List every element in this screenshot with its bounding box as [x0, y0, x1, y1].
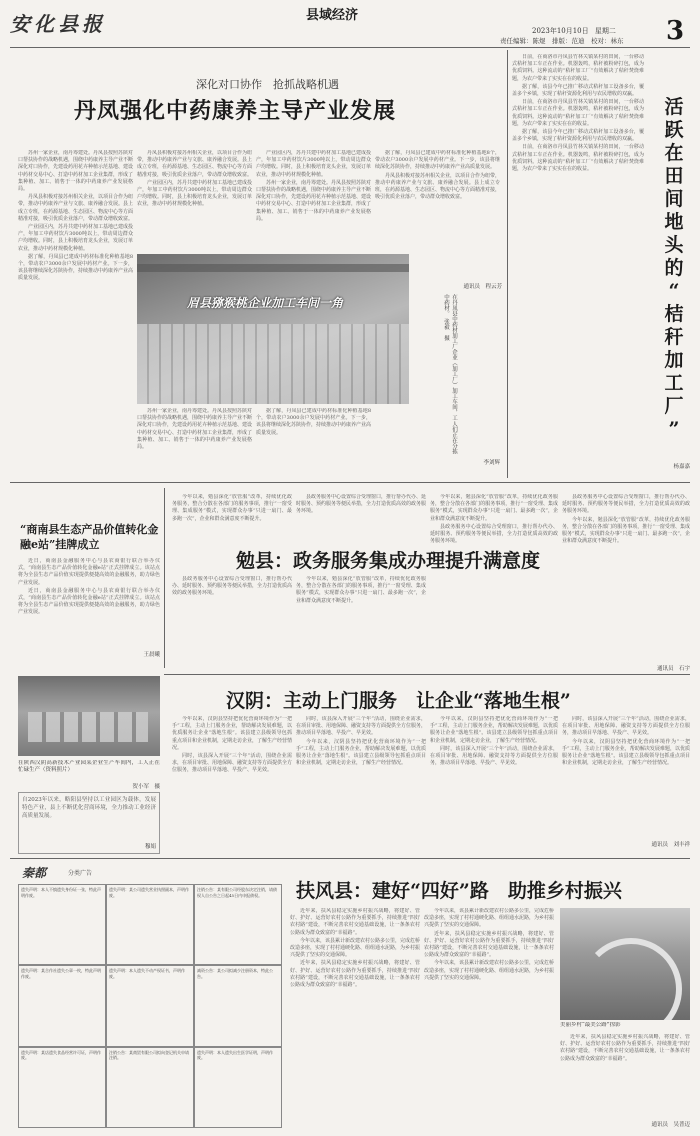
section-rule-2: [164, 674, 690, 675]
story5-col2-p3: 今年以来，该县累计新改建农村公路多公里，完成危桥改造多座，实现了村村通硬化路、组组通水泥路，为乡村振兴提供了坚实的交通保障。: [424, 960, 554, 981]
story5-col2: [424, 908, 554, 1130]
sidebar-text-p4: 据了解，该县今年已推广移动式秸秆加工设备多台，覆盖多个乡镇，实现了秸秆资源化利用与农民增收的双赢。: [512, 129, 644, 143]
story3-byline: 通讯员 石宇: [656, 666, 690, 672]
story4-col1-p2: 同时，该县深入开展“三个年”活动，围绕企业需求，在项目审批、用地保障、融资支持等方面提供全方位服务，推动项目早落地、早投产、早见效。: [172, 753, 292, 774]
sidebar-headline-char: “: [668, 280, 680, 302]
story5-col2-p2: 近年来，扶风县稳定实施乡村振兴战略，将建好、管好、护好、运营好农村公路作为重要抓手，持续推进“四好农村路”建设，不断完善农村交通基础设施，让一条条农村公路成为群众致富的“幸福路”。: [424, 930, 554, 959]
story4-col4-p2: 今年以来，汉阴县坚持把优化营商环境作为“一把手”工程，主动上门服务企业，帮助解决发展难题，以优质服务让企业“落地生根”。该县建立县级领导包抓重点项目和企业机制，定期走访企业，了解生产经营情况。: [562, 738, 690, 767]
masthead: [0, 0, 700, 44]
classified-ad: 注销公告：某商贸有限公司拟向登记机关申请注销。: [106, 1047, 194, 1128]
sidebar-headline-char: 的: [664, 257, 684, 279]
paper-name: 安化县报: [10, 12, 106, 36]
story5-col1: [290, 908, 420, 1130]
story1-col4-text2: 丹凤县积极对接苏州相关企业，以项目合作为纽带，推动中药康养产业与文旅、康养融合发展。县上成立专班，在药源基地、生态园区、物流中心等方面精准对接，吸引优质企业落户，带动群众增收致富。: [375, 172, 500, 201]
story4-col2: [296, 716, 426, 846]
story3-col1-p: 今年以来，勉县深化“放管服”改革，持续优化政务服务，整合分散在各部门的服务事项，推行“一窗受理、集成服务”模式，实现群众办事“只进一扇门、最多跑一次”，企业和群众满意度不断提升。: [172, 494, 292, 522]
story3-col6: [296, 576, 426, 668]
page-number: 3: [666, 16, 685, 46]
story4-col2-p2: 今年以来，汉阴县坚持把优化营商环境作为“一把手”工程，主动上门服务企业，帮助解决发展难题，以优质服务让企业“落地生根”。该县建立县级领导包抓重点项目和企业机制，定期走访企业，了解生产经营情况。: [296, 738, 426, 767]
story1-col2: [137, 150, 252, 250]
story4-inset-byline: 穆娟: [144, 844, 156, 850]
sidebar-headline-char: ”: [668, 418, 680, 440]
story4-photo-credit: 贺小军 摄: [132, 784, 160, 790]
story4-col4: [562, 716, 690, 838]
story2-text-p2: 近日，商南县金融服务中心与县农商银行联合举办仪式，“商南县生态产品价值转化金融e站”正式挂牌成立。该站点将为全县生态产品价值实现提供便捷高效的金融服务，助力绿色产业发展。: [18, 587, 160, 616]
story1-col1-text3: 产业园区内，苏丹共建中药材加工基地已建成投产，年加工中药材饮片3000吨以上，带动周边群众户均增收。同时，县上积极培育龙头企业，发展订单农业，推动中药材规模化种植。: [18, 224, 133, 252]
story4-photo-caption: 在陕西汉阴高新技术产业园某企业生产车间内，工人正在忙碌生产（资料照片）: [18, 760, 160, 774]
sidebar-headline-char: 头: [664, 234, 684, 256]
classifieds-title: 分类广告: [68, 870, 93, 877]
story4-col3-p2: 同时，该县深入开展“三个年”活动，围绕企业需求，在项目审批、用地保障、融资支持等方面提供全方位服务，推动项目早落地、早投产、早见效。: [430, 745, 558, 767]
classified-ad: 遗失声明：本人遗失不动产权证书，声明作废。: [106, 965, 194, 1046]
story1-lower-text: 据了解，丹凤县已建成中药材标准化种植基地8个，带动农户3000余户发展中药材产业。下一步，该县将继续深化苏陕协作，持续推动中药康养产业高质量发展。: [256, 408, 371, 436]
story4-col4-p1: 同时，该县深入开展“三个年”活动，围绕企业需求，在项目审批、用地保障、融资支持等方面提供全方位服务，推动项目早落地、早投产、早见效。: [562, 716, 690, 737]
classified-ad: 遗失声明：某合作社遗失公章一枚，特此声明作废。: [18, 965, 106, 1046]
workshop-machines: [28, 712, 148, 742]
classified-ad: 注销公告：某有限公司经股东决定注销，请债权人自公告之日起45日内申报债权。: [194, 884, 282, 965]
sidebar-headline-char: 田: [664, 165, 684, 187]
story1-photo: [137, 254, 409, 404]
story1-photo-caption: 眉县猕猴桃企业加工车间一角: [187, 296, 344, 310]
sidebar-headline-char: 地: [664, 211, 684, 233]
story1-byline: 通讯员 程云芳: [463, 284, 502, 290]
story5-photo-caption: 美丽乡村“最美公路”掠影: [560, 1022, 621, 1028]
classified-ad: 遗失声明：本人不慎遗失身份证一张，特此声明作废。: [18, 884, 106, 965]
classifieds-logo: 秦都: [22, 866, 47, 880]
story3-col3-p1: 今年以来，勉县深化“放管服”改革，持续优化政务服务，整合分散在各部门的服务事项，推行“一窗受理、集成服务”模式，实现群众办事“只进一扇门、最多跑一次”，企业和群众满意度不断提升。: [430, 494, 558, 522]
story3-col4: [562, 494, 690, 662]
story1-lower-text2: 苏州一家企业，南丹筹建处。丹凤县按照苏陕对口帮扶协作的战略机遇，围绕中药康养主导产业不断深化对口协作，先建设药用花卉种植示范基地、建设中药材交易中心、打造中药材加工企业集群，形成了集种植、加工、销售于一体的中药康养产业发展格局。: [137, 408, 252, 451]
story3-headline: 勉县：政务服务集成办理提升满意度: [236, 550, 541, 572]
story3-col6-p: 今年以来，勉县深化“放管服”改革，持续优化政务服务，整合分散在各部门的服务事项，推行“一窗受理、集成服务”模式，实现群众办事“只进一扇门、最多跑一次”，企业和群众满意度不断提升。: [296, 576, 426, 604]
sidebar-text-p2: 据了解，该县今年已推广移动式秸秆加工设备多台，覆盖多个乡镇，实现了秸秆资源化利用与农民增收的双赢。: [512, 83, 644, 98]
story2-headline: [20, 522, 160, 552]
story5-col3-p1: 近年来，扶风县稳定实施乡村振兴战略，将建好、管好、护好、运营好农村公路作为重要抓手，持续推进“四好农村路”建设，不断完善农村交通基础设施，让一条条农村公路成为群众致富的“幸福路”。: [560, 1034, 690, 1062]
story5-col1-p2: 今年以来，该县累计新改建农村公路多公里，完成危桥改造多座，实现了村村通硬化路、组组通水泥路，为乡村振兴提供了坚实的交通保障。: [290, 937, 420, 959]
story1-col1-text2: 丹凤县积极对接苏州相关企业，以项目合作为纽带，推动中药康养产业与文旅、康养融合发展。县上成立专班，在药源基地、生态园区、物流中心等方面精准对接，吸引优质企业落户，带动群众增收致富。: [18, 194, 133, 222]
story5-byline: 通讯员 吴普迈: [651, 1122, 690, 1128]
sidebar-text-p5: 日前，在商洛市丹凤县竹林关镇某村的田间，一台移动式秸秆加工车正在作业。机器轰鸣，秸秆被粉碎打包，成为优质饲料。这种流动的“秸秆加工厂”有效解决了秸秆焚烧难题，为农户带来了实实在在的收益。: [512, 144, 644, 173]
sidebar-text: [512, 54, 644, 464]
story4-col3-p1: 今年以来，汉阴县坚持把优化营商环境作为“一把手”工程，主动上门服务企业，帮助解决发展难题，以优质服务让企业“落地生根”。该县建立县级领导包抓重点项目和企业机制，定期走访企业，了解生产经营情况。: [430, 716, 558, 744]
sidebar-headline-char: 间: [664, 188, 684, 210]
classifieds-grid: [18, 884, 282, 1128]
story4-photo: [18, 676, 160, 756]
sidebar-headline-char: 在: [664, 142, 684, 164]
story2-text: [18, 558, 160, 650]
classifieds: [18, 862, 282, 1130]
story3-col2-p: 县政务服务中心设置综合受理窗口，推行帮办代办、延时服务、预约服务等便民举措，全力打造优质高效的政务服务环境。: [296, 494, 426, 515]
story1-col3-text2: 苏州一家企业，南丹筹建处。丹凤县按照苏陕对口帮扶协作的战略机遇，围绕中药康养主导产业不断深化对口协作，先建设药用花卉种植示范基地、建设中药材交易中心、打造中药材加工企业集群，形成了集种植、加工、销售于一体的中药康养产业发展格局。: [256, 179, 371, 222]
masthead-date: [532, 26, 616, 36]
section-rule-1: [10, 482, 690, 483]
story2-divider: [164, 488, 165, 668]
sidebar-text-p3: 日前，在商洛市丹凤县竹林关镇某村的田间，一台移动式秸秆加工车正在作业。机器轰鸣，秸秆被粉碎打包，成为优质饲料。这种流动的“秸秆加工厂”有效解决了秸秆焚烧难题，为农户带来了实实在在的收益。: [512, 99, 644, 127]
masthead-editors: 责任编辑：陈煜 排版：范迪 校对：林东: [500, 37, 624, 45]
sidebar-divider: [507, 50, 508, 478]
section-title: 县域经济: [306, 8, 359, 23]
story1-lower-col2: [137, 408, 252, 474]
story1-col1-text4: 据了解，丹凤县已建成中药材标准化种植基地8个，带动农户3000余户发展中药材产业。下一步，该县将继续深化苏陕协作，持续推动中药康养产业高质量发展。: [18, 253, 133, 282]
story4-col1-p1: 今年以来，汉阴县坚持把优化营商环境作为“一把手”工程，主动上门服务企业，帮助解决发展难题，以优质服务让企业“落地生根”。该县建立县级领导包抓重点项目和企业机制，定期走访企业，了解生产经营情况。: [172, 716, 292, 751]
road-curve: [580, 938, 682, 1020]
issue-date: 2023年10月10日: [532, 27, 589, 35]
story1-col2-text2: 产业园区内，苏丹共建中药材加工基地已建成投产，年加工中药材饮片3000吨以上，带动周边群众户均增收。同时，县上积极培育龙头企业，发展订单农业，推动中药材规模化种植。: [137, 179, 252, 208]
classified-ad: 遗失声明：某店遗失食品经营许可证，声明作废。: [18, 1047, 106, 1128]
story1-kicker: 深化对口协作 抢抓战略机遇: [196, 78, 339, 91]
story1-photo-side-caption: 在丹凤县中药材加工厂企业（加工厂）加工车间，工人们正在分拣中药材。 张毅 摄: [443, 294, 457, 454]
story3-col3-p2: 县政务服务中心设置综合受理窗口，推行帮办代办、延时服务、预约服务等便民举措，全力打造优质高效的政务服务环境。: [430, 523, 558, 545]
story3-col1: [172, 494, 292, 540]
sidebar-headline-char: 桔: [664, 303, 684, 325]
sidebar-text-p1: 日前，在商洛市丹凤县竹林关镇某村的田间，一台移动式秸秆加工车正在作业。机器轰鸣，秸秆被粉碎打包，成为优质饲料。这种流动的“秸秆加工厂”有效解决了秸秆焚烧难题，为农户带来了实实在在的收益。: [512, 54, 644, 82]
sidebar-headline-char: 加: [664, 349, 684, 371]
section-rule-3: [10, 858, 690, 859]
masthead-rule: [10, 47, 690, 48]
factory-floor: [137, 324, 409, 404]
story1-col1-text: 苏州一家企业，南丹筹建处。丹凤县按照苏陕对口帮扶协作的战略机遇，围绕中药康养主导产业不断深化对口协作，先建设药用花卉种植示范基地、建设中药材交易中心、打造中药材加工企业集群，形成了集种植、加工、销售于一体的中药康养产业发展格局。: [18, 150, 133, 193]
story3-col2: [296, 494, 426, 540]
story4-byline: 通讯员 刘丰祥: [651, 842, 690, 848]
story4-inset: [18, 792, 160, 854]
story1-col3: [256, 150, 371, 250]
story4-headline: 汉阴：主动上门服务 让企业“落地生根”: [226, 690, 571, 712]
story1-byline2: 李刘辉: [483, 460, 500, 466]
sidebar-byline: 杨嘉嘉: [673, 464, 690, 470]
factory-beam: [137, 264, 409, 272]
sidebar-headline-char: 秆: [664, 326, 684, 348]
story3-col4-p1: 县政务服务中心设置综合受理窗口，推行帮办代办、延时服务、预约服务等便民举措，全力打造优质高效的政务服务环境。: [562, 494, 690, 515]
story4-col3: [430, 716, 558, 846]
story2-byline: 王晨曦: [143, 652, 160, 658]
story5-col3: [560, 1034, 690, 1120]
story5-headline: 扶风县：建好“四好”路 助推乡村振兴: [296, 880, 622, 902]
classified-ad: 遗失声明：本人遗失出生医学证明，声明作废。: [194, 1047, 282, 1128]
story5-col2-p1: 今年以来，该县累计新改建农村公路多公里，完成危桥改造多座，实现了村村通硬化路、组组通水泥路，为乡村振兴提供了坚实的交通保障。: [424, 908, 554, 929]
story3-col5-p: 县政务服务中心设置综合受理窗口，推行帮办代办、延时服务、预约服务等便民举措，全力打造优质高效的政务服务环境。: [172, 576, 292, 597]
sidebar-headline-char: 活: [664, 96, 684, 118]
story3-col3: [430, 494, 558, 664]
story4-inset-text: 自2023年以来，略阳县坚持以工业园区为载体，发展特色产业，县上不断优化营商环境，全力推动工业经济高质量发展。: [22, 797, 156, 819]
story3-col5: [172, 576, 292, 668]
story1-col3-text: 产业园区内，苏丹共建中药材加工基地已建成投产，年加工中药材饮片3000吨以上，带动周边群众户均增收。同时，县上积极培育龙头企业，发展订单农业，推动中药材规模化种植。: [256, 150, 371, 178]
classified-ad: 减资公告：某公司拟减少注册资本，特此公告。: [194, 965, 282, 1046]
story5-col1-p3: 近年来，扶风县稳定实施乡村振兴战略，将建好、管好、护好、运营好农村公路作为重要抓手，持续推进“四好农村路”建设，不断完善农村交通基础设施，让一条条农村公路成为群众致富的“幸福路”。: [290, 960, 420, 989]
classified-ad: 遗失声明：某公司遗失营业执照副本，声明作废。: [106, 884, 194, 965]
sidebar-headline-char: 厂: [664, 395, 684, 417]
story1-headline: 丹凤强化中药康养主导产业发展: [74, 98, 397, 124]
story1-col2-text: 丹凤县积极对接苏州相关企业，以项目合作为纽带，推动中药康养产业与文旅、康养融合发展。县上成立专班，在药源基地、生态园区、物流中心等方面精准对接，吸引优质企业落户，带动群众增收致富。: [137, 150, 252, 178]
story1-col4-text: 据了解，丹凤县已建成中药材标准化种植基地8个，带动农户3000余户发展中药材产业。下一步，该县将继续深化苏陕协作，持续推动中药康养产业高质量发展。: [375, 150, 500, 171]
story2-text-p1: 近日，商南县金融服务中心与县农商银行联合举办仪式，“商南县生态产品价值转化金融e站”正式挂牌成立。该站点将为全县生态产品价值实现提供便捷高效的金融服务，助力绿色产业发展。: [18, 558, 160, 586]
story2-headline-text: “商南县生态产品价值转化金融e站”挂牌成立: [20, 523, 159, 551]
story4-col1: [172, 716, 292, 846]
sidebar-headline-char: 工: [664, 372, 684, 394]
story1-col1: [18, 150, 133, 400]
story3-col4-p2: 今年以来，勉县深化“放管服”改革，持续优化政务服务，整合分散在各部门的服务事项，推行“一窗受理、集成服务”模式，实现群众办事“只进一扇门、最多跑一次”，企业和群众满意度不断提升。: [562, 516, 690, 545]
story5-photo: [560, 908, 690, 1020]
story4-col2-p1: 同时，该县深入开展“三个年”活动，围绕企业需求，在项目审批、用地保障、融资支持等方面提供全方位服务，推动项目早落地、早投产、早见效。: [296, 716, 426, 737]
sidebar-headline: [654, 96, 694, 440]
story5-col1-p1: 近年来，扶风县稳定实施乡村振兴战略，将建好、管好、护好、运营好农村公路作为重要抓手，持续推进“四好农村路”建设，不断完善农村交通基础设施，让一条条农村公路成为群众致富的“幸福路”。: [290, 908, 420, 936]
sidebar-headline-char: 跃: [664, 119, 684, 141]
story1-lower-col: [256, 408, 371, 474]
issue-weekday: 星期二: [594, 27, 616, 35]
